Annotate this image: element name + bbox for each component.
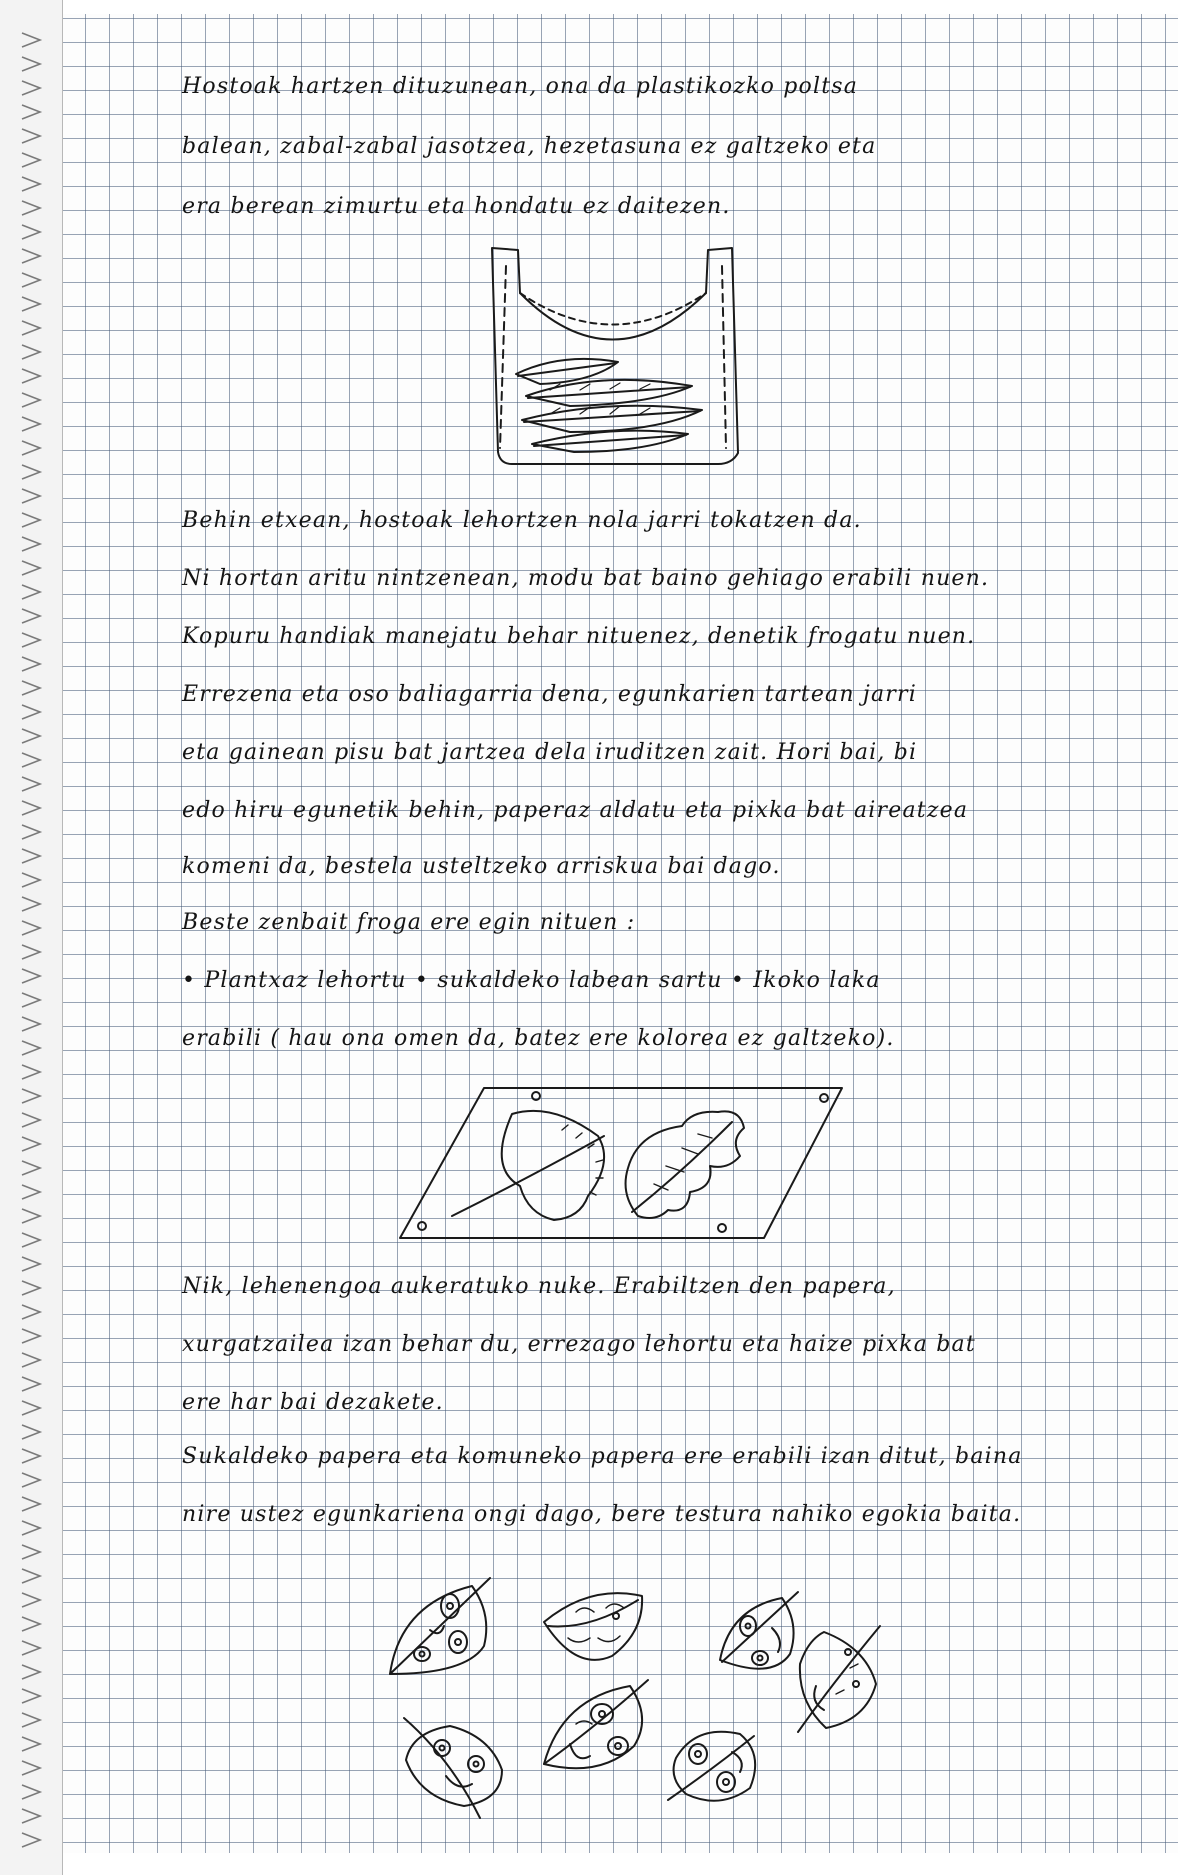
- perforation-mark: [22, 1737, 40, 1751]
- perforation-mark: [22, 513, 40, 527]
- handwritten-line: Errezena eta oso baliagarria dena, egunkarien tartean jarri: [182, 682, 917, 707]
- perforation-mark: [22, 753, 40, 767]
- perforation-mark: [22, 273, 40, 287]
- perforation-mark: [22, 1329, 40, 1343]
- handwritten-line: era berean zimurtu eta hondatu ez daitezen.: [182, 194, 731, 219]
- page-right-edge: [1178, 0, 1200, 1875]
- handwritten-line: eta gainean pisu bat jartzea dela iruditzen zait. Hori bai, bi: [182, 740, 918, 765]
- handwritten-line: Kopuru handiak manejatu behar nituenez, denetik frogatu nuen.: [182, 624, 976, 649]
- perforation-mark: [22, 153, 40, 167]
- perforation-mark: [22, 1065, 40, 1079]
- perforation-mark: [22, 1665, 40, 1679]
- perforation-mark: [22, 609, 40, 623]
- perforation-mark: [22, 105, 40, 119]
- perforation-mark: [22, 681, 40, 695]
- handwritten-line: xurgatzailea izan behar du, errezago lehortu eta haize pixka bat: [182, 1332, 976, 1357]
- plastic-bag-with-leaves-drawing: [470, 238, 770, 488]
- perforation-mark: [22, 1185, 40, 1199]
- perforation-mark: [22, 1305, 40, 1319]
- perforation-mark: [22, 1353, 40, 1367]
- perforation-mark: [22, 1809, 40, 1823]
- perforation-mark: [22, 1401, 40, 1415]
- perforation-mark: [22, 225, 40, 239]
- perforation-mark: [22, 33, 40, 47]
- leaf-face-doodle: [798, 1626, 880, 1732]
- perforation-mark: [22, 705, 40, 719]
- spiral-binding-strip: [0, 0, 63, 1875]
- handwritten-line: Ni hortan aritu nintzenean, modu bat baino gehiago erabili nuen.: [182, 566, 990, 591]
- perforation-mark: [22, 1161, 40, 1175]
- perforation-mark: [22, 1497, 40, 1511]
- perforation-mark: [22, 1041, 40, 1055]
- perforation-mark: [22, 633, 40, 647]
- leaf-faces-doodles: [380, 1568, 940, 1828]
- perforation-mark: [22, 417, 40, 431]
- perforation-mark: [22, 897, 40, 911]
- perforation-mark: [22, 1713, 40, 1727]
- perforation-mark: [22, 921, 40, 935]
- perforation-mark: [22, 561, 40, 575]
- perforation-mark: [22, 969, 40, 983]
- perforation-mark: [22, 1521, 40, 1535]
- perforation-mark: [22, 1089, 40, 1103]
- perforation-mark: [22, 1569, 40, 1583]
- leaf-face-doodle: [544, 1593, 642, 1660]
- perforation-mark: [22, 129, 40, 143]
- handwritten-line: Behin etxean, hostoak lehortzen nola jarri tokatzen da.: [182, 508, 862, 533]
- perforation-mark: [22, 1209, 40, 1223]
- handwritten-line: komeni da, bestela usteltzeko arriskua bai dago.: [182, 854, 781, 879]
- perforation-mark: [22, 369, 40, 383]
- perforation-mark: [22, 993, 40, 1007]
- handwritten-line: nire ustez egunkariena ongi dago, bere testura nahiko egokia baita.: [182, 1502, 1022, 1527]
- perforation-mark: [22, 1473, 40, 1487]
- perforation-mark: [22, 537, 40, 551]
- leaf-face-doodle: [390, 1578, 490, 1674]
- perforation-mark: [22, 1257, 40, 1271]
- perforation-mark: [22, 1617, 40, 1631]
- handwritten-line: edo hiru egunetik behin, paperaz aldatu eta pixka bat aireatzea: [182, 798, 969, 823]
- perforation-mark: [22, 201, 40, 215]
- perforation-mark: [22, 1137, 40, 1151]
- handwritten-line: erabili ( hau ona omen da, batez ere kolorea ez galtzeko).: [182, 1026, 895, 1051]
- handwritten-line: Sukaldeko papera eta komuneko papera ere erabili izan ditut, baina: [182, 1444, 1023, 1469]
- perforation-mark: [22, 1761, 40, 1775]
- perforation-mark: [22, 249, 40, 263]
- perforation-mark: [22, 345, 40, 359]
- perforation-mark: [22, 777, 40, 791]
- perforation-mark: [22, 825, 40, 839]
- perforation-mark: [22, 585, 40, 599]
- leaf-press-drawing: [392, 1076, 852, 1256]
- perforation-mark: [22, 321, 40, 335]
- perforation-mark: [22, 1017, 40, 1031]
- perforation-mark: [22, 1233, 40, 1247]
- perforation-mark: [22, 1593, 40, 1607]
- handwritten-line: Nik, lehenengoa aukeratuko nuke. Erabiltzen den papera,: [182, 1274, 896, 1299]
- perforation-mark: [22, 1449, 40, 1463]
- handwritten-line: balean, zabal-zabal jasotzea, hezetasuna ez galtzeko eta: [182, 134, 877, 159]
- leaf-face-doodle: [668, 1732, 755, 1801]
- perforation-mark: [22, 1545, 40, 1559]
- perforation-marks: [0, 0, 62, 1875]
- perforation-mark: [22, 297, 40, 311]
- perforation-mark: [22, 657, 40, 671]
- perforation-mark: [22, 441, 40, 455]
- perforation-mark: [22, 489, 40, 503]
- page-top-edge: [0, 0, 1200, 14]
- perforation-mark: [22, 177, 40, 191]
- perforation-mark: [22, 945, 40, 959]
- perforation-mark: [22, 1689, 40, 1703]
- handwritten-line: Beste zenbait froga ere egin nituen :: [182, 910, 636, 935]
- perforation-mark: [22, 1785, 40, 1799]
- perforation-mark: [22, 801, 40, 815]
- perforation-mark: [22, 393, 40, 407]
- perforation-mark: [22, 1377, 40, 1391]
- perforation-mark: [22, 1833, 40, 1847]
- perforation-mark: [22, 873, 40, 887]
- perforation-mark: [22, 57, 40, 71]
- page-bottom-edge: [0, 1853, 1200, 1875]
- perforation-mark: [22, 849, 40, 863]
- leaf-face-doodle: [720, 1592, 798, 1669]
- perforation-mark: [22, 1641, 40, 1655]
- perforation-mark: [22, 1425, 40, 1439]
- handwritten-line: Hostoak hartzen dituzunean, ona da plastikozko poltsa: [182, 74, 859, 99]
- handwritten-line: • Plantxaz lehortu • sukaldeko labean sartu • Ikoko laka: [182, 968, 881, 993]
- perforation-mark: [22, 465, 40, 479]
- leaf-face-doodle: [544, 1680, 648, 1768]
- perforation-mark: [22, 729, 40, 743]
- handwritten-line: ere har bai dezakete.: [182, 1390, 444, 1415]
- leaf-face-doodle: [404, 1718, 502, 1818]
- perforation-mark: [22, 1281, 40, 1295]
- perforation-mark: [22, 81, 40, 95]
- perforation-mark: [22, 1113, 40, 1127]
